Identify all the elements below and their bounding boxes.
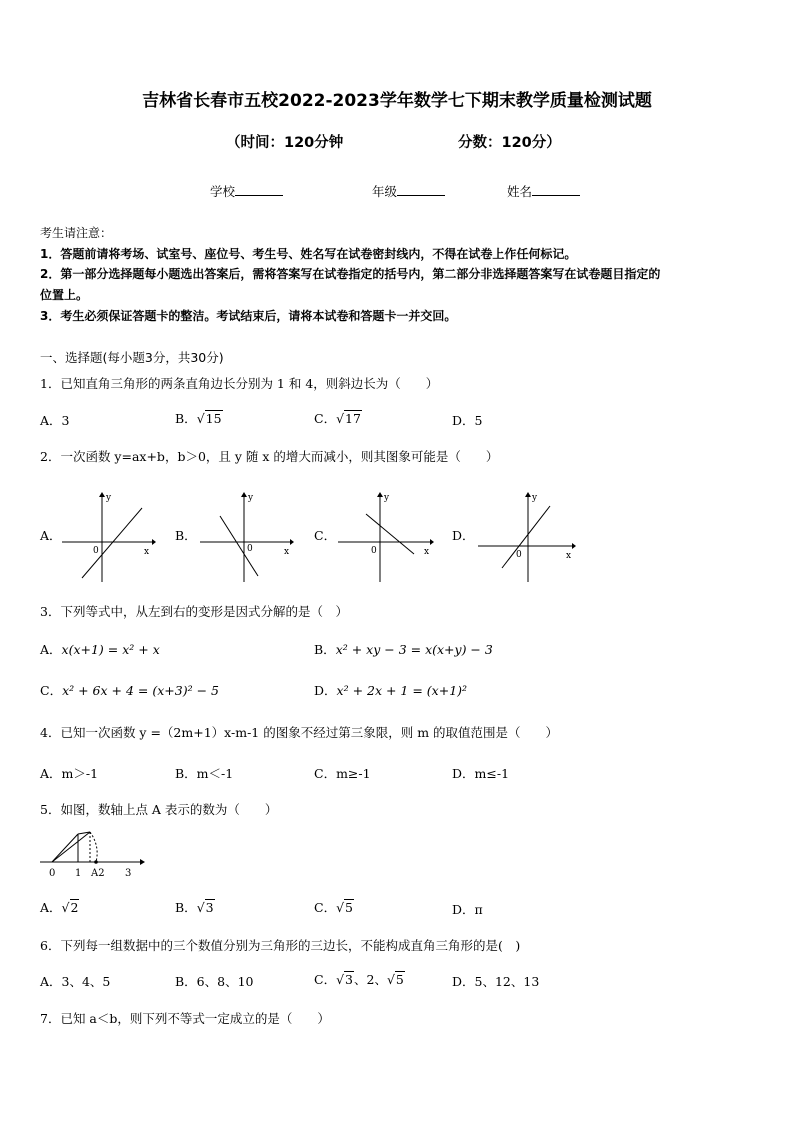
time-limit: （时间：120分钟 bbox=[226, 135, 344, 151]
page-title: 吉林省长春市五校2022-2023学年数学七下期末教学质量检测试题 bbox=[142, 91, 652, 111]
origin-label: 0 bbox=[247, 544, 253, 554]
grade-label: 年级 bbox=[372, 184, 398, 199]
q3-c-expr: x² + 6x + 4 = (x+3)² − 5 bbox=[62, 683, 219, 698]
x-label: x bbox=[284, 547, 290, 557]
q2-graph-c[interactable] bbox=[336, 488, 436, 584]
y-label: y bbox=[106, 493, 112, 503]
y-arrow-icon bbox=[99, 492, 105, 497]
q4-option-c[interactable]: C．m≥-1 bbox=[314, 766, 371, 781]
tick-1: 1 bbox=[75, 868, 82, 879]
q5-stem: 5．如图，数轴上点 A 表示的数为（ ） bbox=[40, 802, 278, 817]
q2-option-d-label[interactable]: D． bbox=[452, 528, 475, 543]
x-arrow-icon bbox=[430, 539, 434, 545]
q6-stem: 6．下列每一组数据中的三个数值分别为三角形的三边长，不能构成直角三角形的是( ) bbox=[40, 938, 521, 953]
y-label: y bbox=[384, 493, 390, 503]
q2-option-c-label[interactable]: C． bbox=[314, 528, 337, 543]
q1-stem: 1．已知直角三角形的两条直角边长分别为 1 和 4，则斜边长为（ ） bbox=[40, 376, 439, 391]
q4-option-b[interactable]: B．m＜-1 bbox=[175, 766, 234, 781]
q5-option-b[interactable]: B．√3 bbox=[175, 900, 214, 915]
x-label: x bbox=[144, 547, 150, 557]
q5-option-c[interactable]: C．√5 bbox=[314, 900, 353, 915]
y-arrow-icon bbox=[525, 492, 531, 497]
q5-option-a[interactable]: A．√2 bbox=[40, 900, 79, 915]
arc bbox=[90, 832, 97, 862]
y-label: y bbox=[248, 493, 254, 503]
q5-number-line-figure bbox=[38, 828, 148, 882]
note-1: 1．答题前请将考场、试室号、座位号、考生号、姓名写在试卷密封线内，不得在试卷上作任何标记。 bbox=[40, 247, 577, 261]
q6-option-c[interactable]: C．√3、2、√5 bbox=[314, 972, 404, 987]
name-field bbox=[507, 182, 580, 200]
q6-option-d[interactable]: D．5、12、13 bbox=[452, 974, 540, 989]
hypotenuse-1 bbox=[52, 834, 78, 862]
origin-label: 0 bbox=[371, 546, 377, 556]
q1-option-a[interactable]: A．3 bbox=[40, 413, 70, 428]
tick-0: 0 bbox=[49, 868, 56, 879]
graph-line bbox=[82, 508, 142, 578]
grade-field bbox=[372, 182, 445, 200]
q4-stem: 4．已知一次函数 y =（2m+1）x-m-1 的图象不经过第三象限，则 m 的取值范围是（ ） bbox=[40, 725, 559, 740]
school-field bbox=[210, 182, 283, 200]
note-2: 2．第一部分选择题每小题选出答案后，需将答案写在试卷指定的括号内，第二部分非选择题答案写在试卷题目指定的 bbox=[40, 267, 661, 281]
sqrt-icon: √3 bbox=[336, 972, 353, 987]
section-heading: 一、选择题(每小题3分，共30分) bbox=[40, 350, 224, 365]
q6-option-b[interactable]: B．6、8、10 bbox=[175, 974, 254, 989]
q6-option-a[interactable]: A．3、4、5 bbox=[40, 974, 111, 989]
q3-option-d[interactable]: D．x² + 2x + 1 = (x+1)² bbox=[314, 683, 468, 698]
tick-a2: A2 bbox=[91, 868, 105, 879]
notes-heading: 考生请注意： bbox=[40, 226, 113, 240]
q2-option-b-label[interactable]: B． bbox=[175, 528, 197, 543]
total-score: 分数：120分） bbox=[458, 135, 561, 151]
origin-label: 0 bbox=[516, 550, 522, 560]
q1-option-d[interactable]: D．5 bbox=[452, 413, 483, 428]
q3-option-c[interactable]: C．x² + 6x + 4 = (x+3)² − 5 bbox=[40, 683, 219, 698]
school-label: 学校 bbox=[210, 184, 236, 199]
q4-option-a[interactable]: A．m＞-1 bbox=[40, 766, 99, 781]
q2-stem: 2．一次函数 y=ax+b，b＞0，且 y 随 x 的增大而减小，则其图象可能是（ ） bbox=[40, 449, 499, 464]
sqrt-icon: √3 bbox=[196, 900, 214, 915]
sqrt-icon: √2 bbox=[61, 900, 79, 915]
x-arrow-icon bbox=[152, 539, 156, 545]
name-label: 姓名 bbox=[507, 184, 533, 199]
q7-stem: 7．已知 a＜b，则下列不等式一定成立的是（ ） bbox=[40, 1011, 330, 1026]
q1-option-b[interactable]: B．√15 bbox=[175, 411, 222, 426]
q2-option-a-label[interactable]: A． bbox=[40, 528, 62, 543]
note-2-cont: 位置上。 bbox=[40, 288, 89, 302]
q3-stem: 3．下列等式中，从左到右的变形是因式分解的是（ ） bbox=[40, 604, 348, 619]
q1-option-c[interactable]: C．√17 bbox=[314, 411, 361, 426]
q3-b-expr: x² + xy − 3 = x(x+y) − 3 bbox=[335, 642, 493, 657]
q3-option-b[interactable]: B．x² + xy − 3 = x(x+y) − 3 bbox=[314, 642, 493, 657]
y-label: y bbox=[532, 493, 538, 503]
sqrt-icon: √5 bbox=[336, 900, 353, 915]
grade-blank[interactable] bbox=[397, 183, 445, 196]
q2-graph-b[interactable] bbox=[198, 488, 294, 584]
q3-d-expr: x² + 2x + 1 = (x+1)² bbox=[336, 683, 468, 698]
name-blank[interactable] bbox=[532, 183, 580, 196]
point-a bbox=[94, 860, 98, 864]
note-3: 3．考生必须保证答题卡的整洁。考试结束后，请将本试卷和答题卡一并交回。 bbox=[40, 309, 457, 323]
x-label: x bbox=[424, 547, 430, 557]
y-arrow-icon bbox=[241, 492, 247, 497]
y-arrow-icon bbox=[377, 492, 383, 497]
tick-3: 3 bbox=[125, 868, 132, 879]
x-arrow-icon bbox=[572, 543, 576, 549]
hypotenuse-2 bbox=[52, 832, 90, 862]
sqrt-icon: √5 bbox=[386, 972, 404, 987]
x-arrow-icon bbox=[290, 539, 294, 545]
sqrt-icon: √17 bbox=[336, 411, 361, 426]
origin-label: 0 bbox=[93, 546, 99, 556]
school-blank[interactable] bbox=[235, 183, 283, 196]
x-label: x bbox=[566, 551, 572, 561]
graph-line bbox=[502, 506, 550, 568]
arrow-icon bbox=[140, 859, 145, 865]
q2-graph-a[interactable] bbox=[60, 488, 156, 584]
q4-option-d[interactable]: D．m≤-1 bbox=[452, 766, 510, 781]
q2-graph-d[interactable] bbox=[476, 488, 578, 584]
q5-option-d[interactable]: D．π bbox=[452, 902, 483, 917]
q3-option-a[interactable]: A．x(x+1) = x² + x bbox=[40, 642, 160, 657]
sqrt-icon: √15 bbox=[196, 411, 222, 426]
q3-a-expr: x(x+1) = x² + x bbox=[61, 642, 160, 657]
